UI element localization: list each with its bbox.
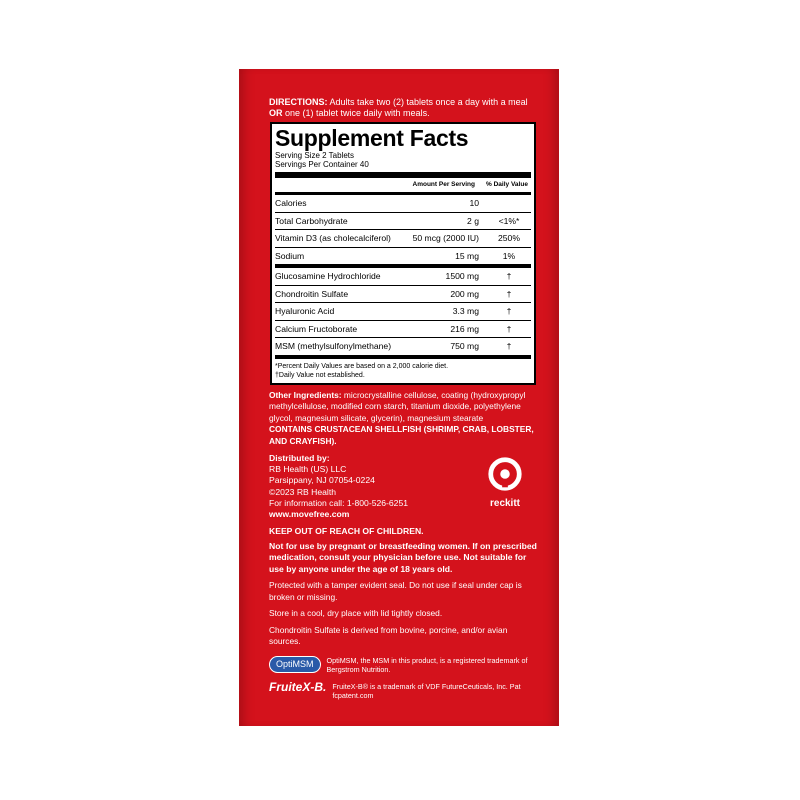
nutrient-name: Vitamin D3 (as cholecalciferol) [275, 233, 391, 243]
nutrient-name: Calories [275, 198, 307, 208]
nutrient-dv: † [506, 306, 512, 316]
facts-title: Supplement Facts [275, 125, 469, 151]
facts-row [275, 286, 531, 304]
facts-header [275, 178, 531, 195]
other-ingredients-text: microcrystalline cellulose, coating (hydroxypropyl methylcellulose, modified corn starch, titanium dioxide, polyethylene glycol, magnesium silicate, glycerin), magnesium stearate [269, 389, 526, 423]
nutrient-dv: † [506, 271, 512, 281]
nutrient-amount: 15 mg [455, 250, 479, 261]
nutrient-dv: † [506, 341, 512, 351]
nutrient-amount: 750 mg [450, 341, 479, 351]
optimsm-text: OptiMSM, the MSM in this product, is a registered trademark of Bergstrom Nutrition. [326, 655, 528, 674]
nutrient-dv [487, 195, 531, 212]
storage-notice: Store in a cool, dry place with lid tightly closed. [269, 608, 443, 619]
nutrient-dv: <1%* [498, 215, 520, 226]
nutrient-amount: 1500 mg [445, 271, 479, 281]
directions-text-2: one (1) tablet twice daily with meals. [282, 108, 430, 118]
facts-row [275, 338, 531, 359]
nutrient-name: Chondroitin Sulfate [275, 288, 349, 299]
facts-notes [275, 359, 531, 380]
footnote-dv: *Percent Daily Values are based on a 2,000 calorie diet. [275, 362, 449, 370]
nutrient-name: Total Carbohydrate [275, 215, 348, 226]
info-phone: For information call: 1-800-526-6251 [269, 497, 409, 508]
nutrient-name: MSM (methylsulfonylmethane) [275, 341, 392, 351]
facts-row [275, 195, 531, 213]
facts-row [275, 248, 531, 269]
facts-row [275, 230, 531, 248]
copyright: ©2023 RB Health [269, 486, 337, 497]
optimsm-trademark [269, 656, 541, 674]
serving-size: Serving Size 2 Tablets [275, 151, 355, 160]
other-ingredients-label: Other Ingredients: [269, 389, 342, 400]
tamper-notice: Protected with a tamper evident seal. Do not use if seal under cap is broken or missing. [269, 580, 522, 602]
nutrient-amount: 216 mg [450, 323, 479, 334]
optimsm-logo: OptiMSM [269, 656, 321, 673]
reckitt-logo-icon [486, 455, 524, 493]
nutrient-dv: † [506, 323, 512, 334]
pregnancy-warning: Not for use by pregnant or breastfeeding women. If on prescribed medication, consult your physician before use. Not suitable for use by anyone under the age of 18 years old. [269, 540, 537, 574]
nutrient-amount: 2 g [467, 215, 479, 226]
facts-row [275, 213, 531, 231]
directions-text: Adults take two (2) tablets once a day with a meal [327, 97, 528, 107]
facts-row [275, 321, 531, 339]
supplement-facts-panel [270, 122, 536, 385]
fruitex-logo: FruiteX-B. [269, 679, 327, 694]
facts-row [275, 268, 531, 286]
nutrient-name: Hyaluronic Acid [275, 306, 335, 316]
nutrient-dv: 250% [498, 233, 520, 243]
directions-or: OR [269, 108, 283, 118]
footnote-dagger: †Daily Value not established. [275, 371, 365, 379]
reckitt-logo-text: reckitt [489, 498, 520, 509]
fruitex-text: FruiteX-B® is a trademark of VDF FutureCeuticals, Inc. Pat fcpatent.com [332, 681, 521, 700]
directions-label: DIRECTIONS: [269, 97, 328, 107]
nutrient-amount: 200 mg [450, 288, 479, 299]
nutrient-name: Sodium [275, 250, 305, 261]
nutrient-amount: 10 [469, 198, 479, 208]
nutrient-name: Calcium Fructoborate [275, 323, 358, 334]
facts-row [275, 303, 531, 321]
nutrient-amount: 3.3 mg [452, 306, 479, 316]
reckitt-logo [475, 455, 535, 509]
directions [269, 97, 541, 119]
amount-header: Amount Per Serving [412, 181, 475, 188]
other-ingredients [269, 390, 541, 448]
distributor-name: RB Health (US) LLC [269, 464, 347, 475]
nutrient-amount: 50 mcg (2000 IU) [412, 233, 479, 243]
label-content [269, 97, 541, 700]
distributor-address: Parsippany, NJ 07054-0224 [269, 475, 375, 486]
distributor-label: Distributed by: [269, 453, 330, 463]
website: www.movefree.com [269, 509, 350, 520]
nutrient-dv: 1% [502, 250, 516, 261]
servings-per-container: Servings Per Container 40 [275, 160, 369, 169]
keep-out-warning: KEEP OUT OF REACH OF CHILDREN. [269, 526, 424, 537]
allergen-statement: CONTAINS CRUSTACEAN SHELLFISH (SHRIMP, CRAB, LOBSTER, AND CRAYFISH). [269, 424, 534, 446]
source-notice: Chondroitin Sulfate is derived from bovine, porcine, and/or avian sources. [269, 624, 508, 647]
fruitex-trademark [269, 679, 541, 700]
distributor-block [269, 453, 541, 520]
serving-info [275, 151, 531, 178]
nutrient-name: Glucosamine Hydrochloride [275, 271, 381, 281]
dv-header: % Daily Value [486, 181, 528, 188]
nutrient-dv: † [506, 288, 512, 299]
facts-rows [275, 195, 531, 359]
